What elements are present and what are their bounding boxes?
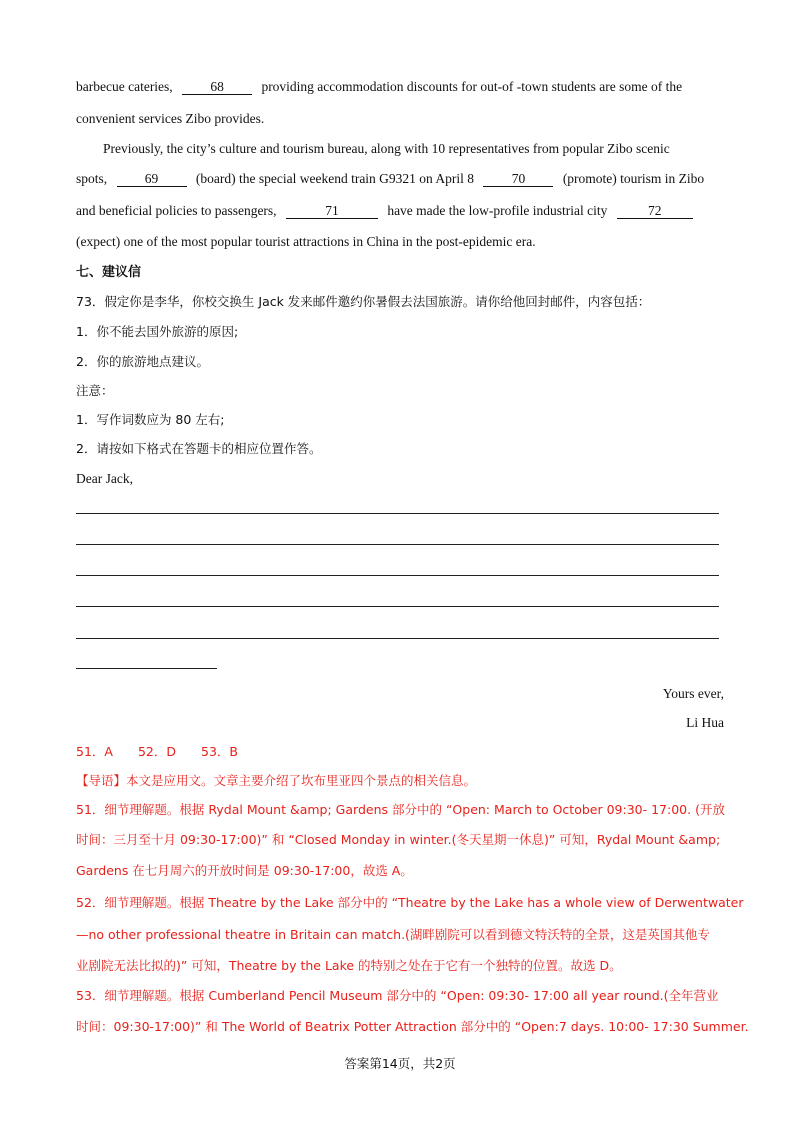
writing-line	[76, 513, 719, 514]
writing-prompt: 73．假定你是李华，你校交换生 Jack 发来邮件邀约你暑假去法国旅游。请你给他回封邮件，内容包括：	[76, 294, 651, 309]
passage-line-6: (expect) one of the most popular tourist attractions in China in the post-epidemic era.	[76, 234, 536, 249]
passage-line-1	[76, 78, 682, 96]
explanation-52-line-2: —no other professional theatre in Britain can match.(湖畔剧院可以看到德文特沃特的全景，这是英国其他专	[76, 927, 710, 942]
content-point-1: 1．你不能去国外旅游的原因;	[76, 324, 239, 339]
writing-line	[76, 575, 719, 576]
passage-text: spots,	[76, 171, 108, 186]
page-footer: 答案第14页，共2页	[344, 1056, 456, 1071]
passage-text: providing accommodation discounts for out-of -town students are some of the	[261, 79, 683, 94]
writing-line	[76, 544, 719, 545]
blank-71: 71	[286, 203, 378, 219]
passage-line-5	[76, 202, 699, 220]
section-heading: 七、建议信	[76, 265, 142, 280]
blank-72: 72	[617, 203, 693, 219]
passage-text: barbecue cateries,	[76, 79, 173, 94]
explanation-52-line-1: 52．细节理解题。根据 Theatre by the Lake 部分中的 “Theatre by the Lake has a whole view of Derwentwater	[76, 895, 744, 910]
passage-line-2: convenient services Zibo provides.	[76, 111, 265, 126]
blank-68: 68	[182, 79, 252, 95]
note-label: 注意：	[76, 383, 114, 398]
writing-line	[76, 606, 719, 607]
salutation: Dear Jack,	[76, 471, 133, 486]
writing-line-short	[76, 668, 217, 669]
passage-text: have made the low-profile industrial city	[387, 203, 608, 218]
blank-70: 70	[483, 171, 553, 187]
passage-text: and beneficial policies to passengers,	[76, 203, 277, 218]
blank-69: 69	[117, 171, 187, 187]
writing-line	[76, 638, 719, 639]
explanation-51-line-2: 时间：三月至十月 09:30-17:00)” 和 “Closed Monday in winter.(冬天星期一休息)” 可知，Rydal Mount &amp;	[76, 832, 721, 847]
explanation-53-line-1: 53．细节理解题。根据 Cumberland Pencil Museum 部分中的 “Open: 09:30- 17:00 all year round.(全年营业	[76, 988, 719, 1003]
passage-line-4	[76, 170, 704, 188]
passage-text: (promote) tourism in Zibo	[562, 171, 705, 186]
passage-text: (board) the special weekend train G9321 on April 8	[195, 171, 475, 186]
answer-key: 51．A 52．D 53．B	[76, 744, 238, 759]
content-point-2: 2．你的旅游地点建议。	[76, 354, 209, 369]
explanation-51-line-3: Gardens 在七月周六的开放时间是 09:30-17:00，故选 A。	[76, 863, 413, 878]
signature: Li Hua	[686, 715, 724, 730]
answer-guide: 【导语】本文是应用文。文章主要介绍了坎布里亚四个景点的相关信息。	[76, 773, 477, 788]
note-1: 1．写作词数应为 80 左右;	[76, 412, 225, 427]
explanation-53-line-2: 时间：09:30-17:00)” 和 The World of Beatrix Potter Attraction 部分中的 “Open:7 days. 10:00- 17:30 Summer.	[76, 1019, 749, 1034]
explanation-52-line-3: 业剧院无法比拟的)” 可知，Theatre by the Lake 的特别之处在于它有一个独特的位置。故选 D。	[76, 958, 622, 973]
passage-line-3: Previously, the city’s culture and tourism bureau, along with 10 representatives from popular Zibo scenic	[103, 141, 670, 156]
closing: Yours ever,	[662, 686, 724, 701]
explanation-51-line-1: 51．细节理解题。根据 Rydal Mount &amp; Gardens 部分中的 “Open: March to October 09:30- 17:00. (开放	[76, 802, 725, 817]
note-2: 2．请按如下格式在答题卡的相应位置作答。	[76, 441, 322, 456]
